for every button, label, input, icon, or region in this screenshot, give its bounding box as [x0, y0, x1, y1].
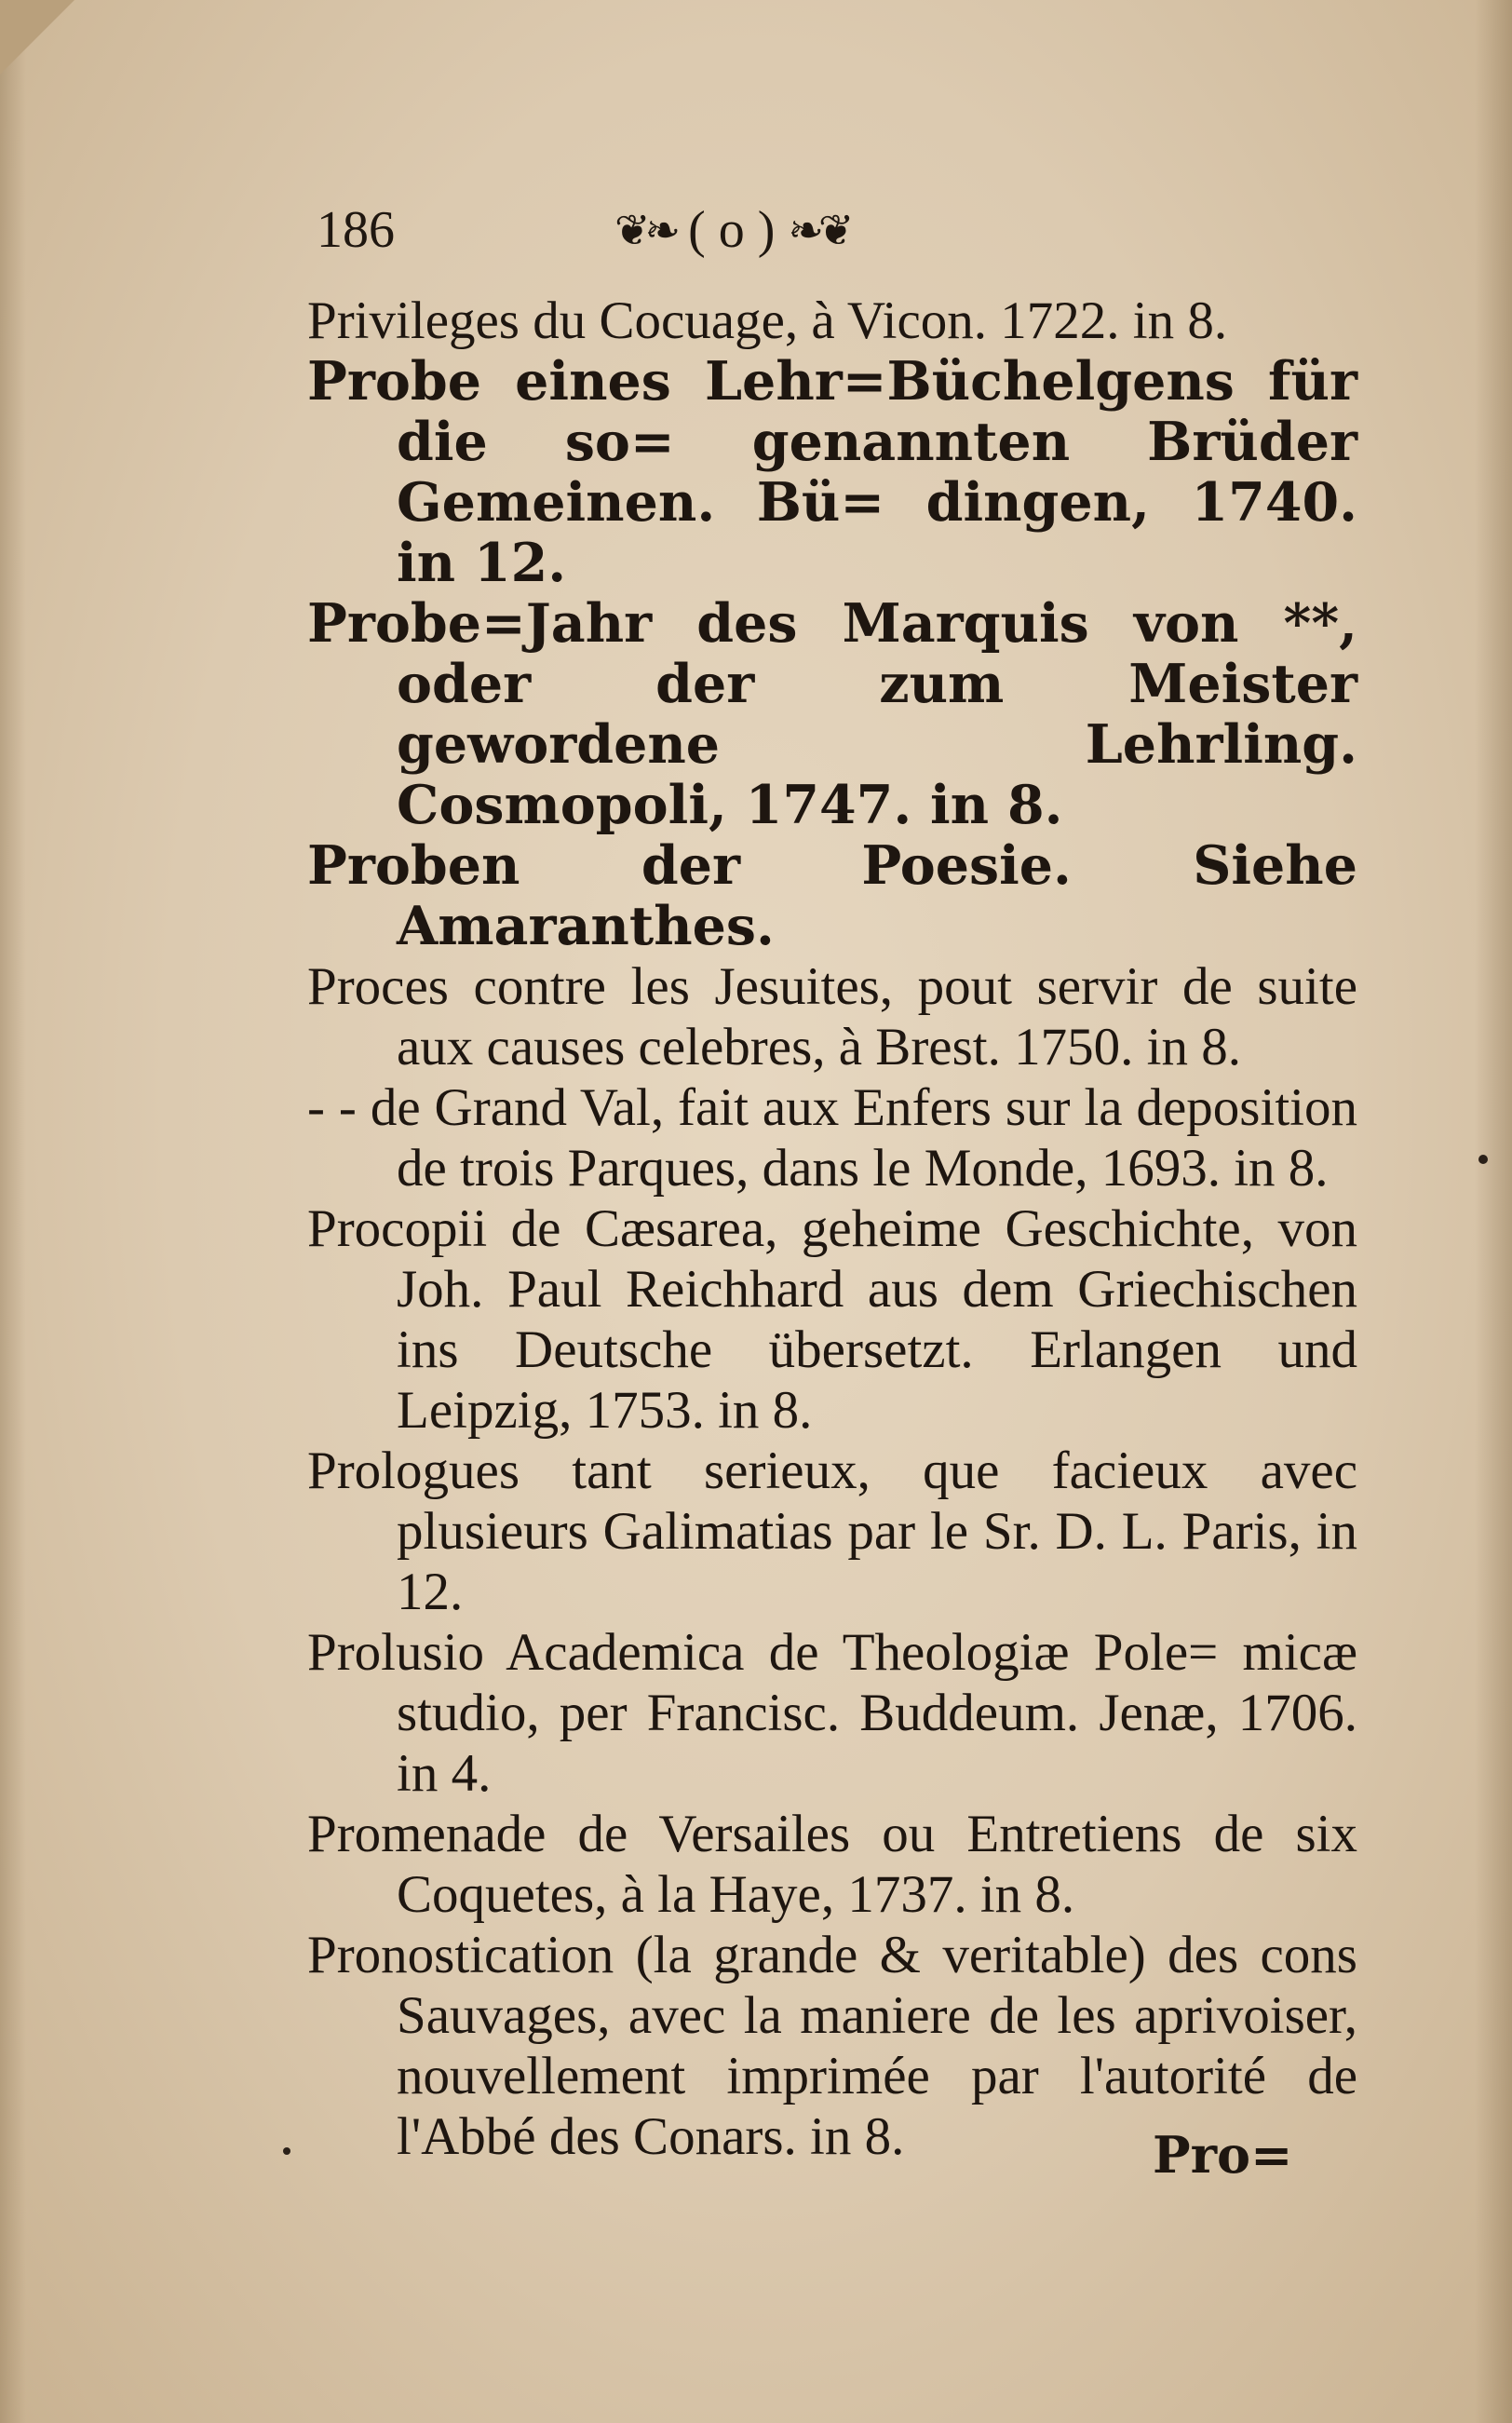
- page-shadow-left: [0, 0, 26, 2423]
- catalog-entry: - - de Grand Val, fait aux Enfers sur la deposition de trois Parques, dans le Monde, 1693. in 8.: [307, 1078, 1357, 1198]
- catalog-entry: Procopii de Cæsarea, geheime Geschichte, von Joh. Paul Reichhard aus dem Griechischen ins Deutsche übersetzt. Erlangen und Leipzig, 1753. in 8.: [307, 1199, 1357, 1440]
- ink-speck: [283, 2147, 290, 2155]
- ornament-right-icon: ❧❦: [788, 207, 849, 254]
- catalog-entry: Pronostication (la grande & veritable) des cons Sauvages, avec la maniere de les aprivoiser, nouvellement imprimée par l'autorité de l'Abbé des Conars. in 8.: [307, 1926, 1357, 2166]
- page-shadow-right: [1475, 0, 1512, 2423]
- page-number: 186: [317, 201, 395, 259]
- catalog-entry: Proces contre les Jesuites, pout servir de suite aux causes celebres, à Brest. 1750. in 8.: [307, 957, 1357, 1076]
- running-head-text: ( o ): [688, 201, 776, 259]
- catalog-entries: [307, 291, 1357, 2167]
- catalog-entry: Promenade de Versailes ou Entretiens de six Coquetes, à la Haye, 1737. in 8.: [307, 1805, 1357, 1924]
- catalog-entry: Probe eines Lehr=Büchelgens für die so= genannten Brüder Gemeinen. Bü= dingen, 1740. in 12.: [307, 350, 1357, 594]
- ink-speck: [1478, 1155, 1488, 1164]
- catchword: Pro=: [1153, 2125, 1293, 2185]
- catalog-entry: Prolusio Academica de Theologiæ Pole= micæ studio, per Francisc. Buddeum. Jenæ, 1706. in 4.: [307, 1623, 1357, 1803]
- page-header: [317, 200, 1350, 265]
- catalog-entry: Prologues tant serieux, que facieux avec plusieurs Galimatias par le Sr. D. L. Paris, in 12.: [307, 1442, 1357, 1621]
- catalog-entry: Proben der Poesie. Siehe Amaranthes.: [307, 834, 1357, 957]
- running-head: [614, 200, 848, 260]
- catalog-entry: Privileges du Cocuage, à Vicon. 1722. in 8.: [307, 291, 1228, 350]
- folded-corner: [0, 0, 74, 74]
- ornament-left-icon: ❦❧: [614, 207, 676, 254]
- catalog-entry: Probe=Jahr des Marquis von **, oder der zum Meister gewordene Lehrling. Cosmopoli, 1747. in 8.: [307, 592, 1357, 836]
